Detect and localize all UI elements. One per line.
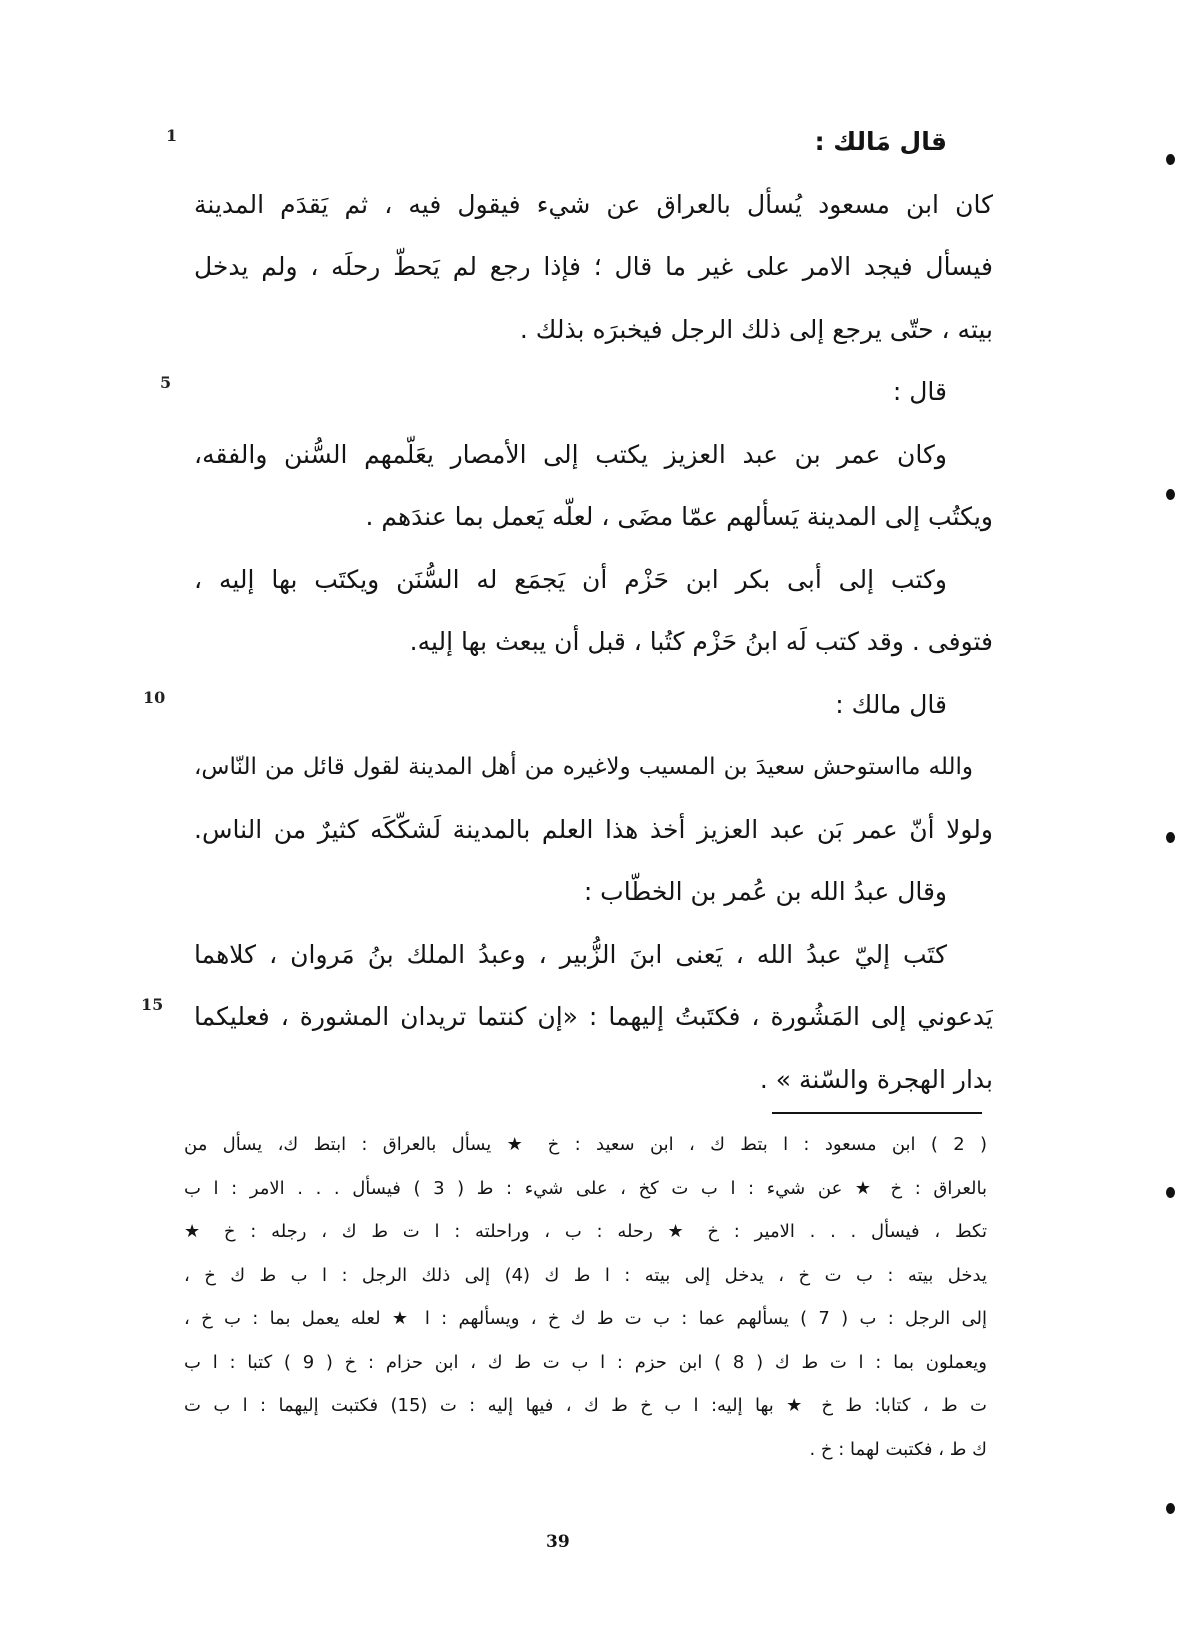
section-heading: قال مَالك : (814, 127, 947, 156)
scan-mark (1166, 832, 1175, 843)
body-line: والله مااستوحش سعيدَ بن المسيب ولاغيره من أهل المدينة لقول قائل من النّاس، (194, 754, 973, 780)
scan-mark (1166, 489, 1175, 500)
body-line: وكان عمر بن عبد العزيز يكتب إلى الأمصار يعَلّمهم السُّنن والفقه، (194, 439, 947, 469)
line-number-marker: 15 (141, 995, 164, 1014)
body-line: وقال عبدُ الله بن عُمر بن الخطّاب : (583, 877, 947, 906)
footnote-separator (772, 1112, 982, 1114)
body-line: فتوفى . وقد كتب لَه ابنُ حَزْم كتُبا ، قبل أن يبعث بها إليه. (409, 627, 993, 656)
page-number: 39 (546, 1532, 570, 1552)
body-line: بدار الهجرة والسّنة » . (759, 1064, 993, 1094)
body-line: فيسأل فيجد الامر على غير ما قال ؛ فإذا رجع لم يَحطّ رحلَه ، ولم يدخل (194, 252, 993, 281)
footnote-line: إلى الرجل : ب ( 7 ) يسألهم عما : ب ت ط ك خ ، ويسألهم : ا ★ لعله يعمل بما : ب خ ، (184, 1308, 987, 1329)
footnote-line: ( 2 ) ابن مسعود : ا بتط ك ، ابن سعيد : خ ★ يسأل بالعراق : ابتط ك، يسأل من (184, 1134, 987, 1155)
footnote-line: ويعملون بما : ا ت ط ك ( 8 ) ابن حزم : ا ب ت ط ك ، ابن حزام : خ ( 9 ) كتبا : ا ب (184, 1351, 987, 1373)
scan-mark (1166, 154, 1175, 165)
scan-mark (1166, 1503, 1175, 1514)
section-heading: قال : (892, 377, 947, 406)
body-line: كتَب إليّ عبدُ الله ، يَعنى ابنَ الزُّبير ، وعبدُ الملك بنُ مَروان ، كلاهما (194, 939, 947, 969)
footnotes (184, 1123, 987, 1471)
footnote-line: بالعراق : خ ★ عن شيء : ا ب ت كخ ، على شيء : ط ( 3 ) فيسأل . . . الامر : ا ب (184, 1177, 987, 1199)
line-number-marker: 5 (160, 373, 172, 392)
footnote-line: ت ط ، كتابا: ط خ ★ بها إليه: ا ب خ ط ك ، فيها إليه : ت (15) فكتبت إليهما : ا ب ت (184, 1395, 987, 1416)
footnote-line: تكط ، فيسأل . . . الامير : خ ★ رحله : ب ، وراحلته : ا ت ط ك ، رجله : خ ★ (184, 1221, 987, 1242)
body-line: ويكتُب إلى المدينة يَسألهم عمّا مضَى ، لعلّه يَعمل بما عندَهم . (365, 502, 993, 531)
footnote-line: يدخل بيته : ب ت خ ، يدخل إلى بيته : ا ط ك (4) إلى ذلك الرجل : ا ب ط ك خ ، (184, 1264, 987, 1286)
footnote-line: ك ط ، فكتبت لهما : خ . (809, 1438, 987, 1460)
body-line: يَدعوني إلى المَشُورة ، فكتَبتُ إليهما : «إن كنتما تريدان المشورة ، فعليكما (194, 1002, 993, 1031)
scan-mark (1166, 1187, 1175, 1198)
line-number-marker: 1 (166, 126, 178, 145)
body-line: وكتب إلى أبى بكر ابن حَزْم أن يَجمَع له السُّنَن ويكتَب بها إليه ، (194, 564, 947, 594)
body-line: ولولا أنّ عمر بَن عبد العزيز أخذ هذا العلم بالمدينة لَشكّكَه كثيرٌ من الناس. (194, 814, 993, 844)
main-text (194, 111, 993, 1111)
body-line: بيته ، حتّى يرجع إلى ذلك الرجل فيخبرَه بذلك . (519, 314, 993, 344)
body-line: كان ابن مسعود يُسأل بالعراق عن شيء فيقول فيه ، ثم يَقدَم المدينة (194, 189, 993, 219)
section-heading: قال مالك : (835, 689, 947, 719)
line-number-marker: 10 (143, 688, 166, 707)
